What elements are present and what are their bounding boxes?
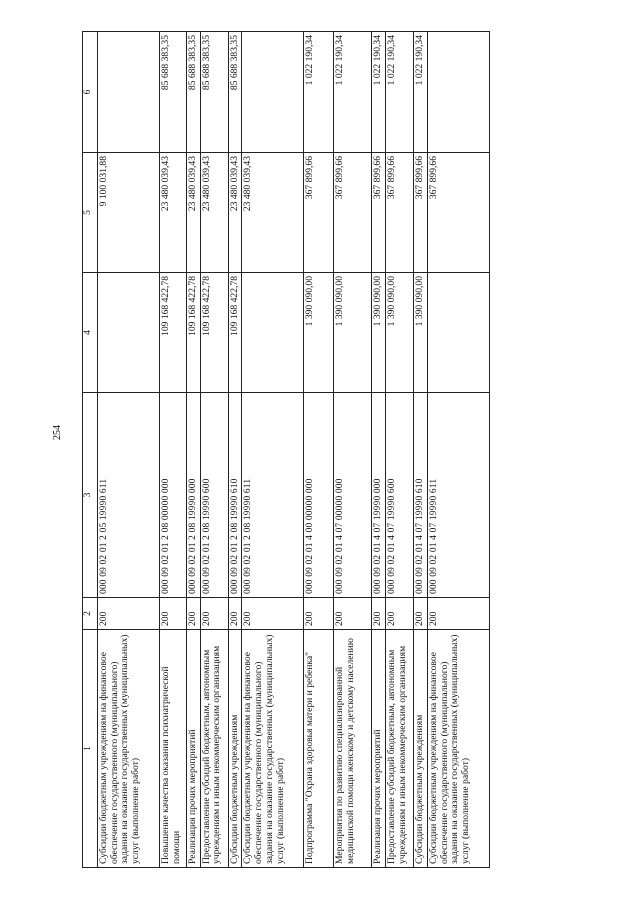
row-col4-value: 109 168 422,78 bbox=[160, 273, 187, 393]
row-col6-value: 1 022 190,34 bbox=[372, 32, 386, 153]
row-col6-value: 85 688 383,35 bbox=[228, 32, 242, 153]
row-budget-code: 000 09 02 01 2 05 19990 611 bbox=[98, 393, 160, 598]
row-budget-code: 000 09 02 01 2 08 19990 611 bbox=[242, 393, 304, 598]
row-name: Субсидии бюджетным учреждениям bbox=[228, 630, 242, 868]
row-col5-value: 23 480 039,43 bbox=[160, 153, 187, 273]
table-row bbox=[187, 32, 201, 868]
row-col6-value: 1 022 190,34 bbox=[386, 32, 414, 153]
row-budget-code: 000 09 02 01 4 07 19990 610 bbox=[414, 393, 428, 598]
row-name: Повышение качества оказания психиатрической помощи bbox=[160, 630, 187, 868]
row-name: Субсидии бюджетным учреждениям на финансовое обеспечение государственного (муниципального) задания на оказание государственных (муниципальных) услуг (выполнение работ) bbox=[242, 630, 304, 868]
row-code-admin: 200 bbox=[98, 598, 160, 630]
row-col4-value: 1 390 090,00 bbox=[334, 273, 372, 393]
row-col4-value: 109 168 422,78 bbox=[228, 273, 242, 393]
row-col4-value bbox=[427, 273, 489, 393]
row-name: Мероприятия по развитию специализированной медицинской помощи женскому и детскому населению bbox=[334, 630, 372, 868]
row-name: Субсидии бюджетным учреждениям на финансовое обеспечение государственного (муниципального) задания на оказание государственных (муниципальных) услуг (выполнение работ) bbox=[98, 630, 160, 868]
row-code-admin: 200 bbox=[200, 598, 228, 630]
row-col4-value: 1 390 090,00 bbox=[372, 273, 386, 393]
row-col6-value bbox=[98, 32, 160, 153]
table-row bbox=[98, 32, 160, 868]
row-col5-value: 23 480 039,43 bbox=[200, 153, 228, 273]
header-col-4: 4 bbox=[83, 273, 98, 393]
row-budget-code: 000 09 02 01 4 07 00000 000 bbox=[334, 393, 372, 598]
row-code-admin: 200 bbox=[414, 598, 428, 630]
row-col5-value: 23 480 039,43 bbox=[242, 153, 304, 273]
header-col-3: 3 bbox=[83, 393, 98, 598]
row-budget-code: 000 09 02 01 2 08 19990 600 bbox=[200, 393, 228, 598]
rotated-table-wrapper bbox=[82, 32, 601, 868]
row-code-admin: 200 bbox=[242, 598, 304, 630]
header-col-6: 6 bbox=[83, 32, 98, 153]
row-code-admin: 200 bbox=[160, 598, 187, 630]
table-row bbox=[304, 32, 334, 868]
row-code-admin: 200 bbox=[304, 598, 334, 630]
row-col6-value bbox=[427, 32, 489, 153]
row-col6-value: 85 688 383,35 bbox=[200, 32, 228, 153]
row-budget-code: 000 09 02 01 4 07 19990 000 bbox=[372, 393, 386, 598]
row-col4-value: 1 390 090,00 bbox=[414, 273, 428, 393]
row-budget-code: 000 09 02 01 2 08 19990 610 bbox=[228, 393, 242, 598]
row-name: Субсидии бюджетным учреждениям bbox=[414, 630, 428, 868]
row-name: Предоставление субсидий бюджетным, автономным учреждениям и иным некоммерческим организациям bbox=[386, 630, 414, 868]
row-budget-code: 000 09 02 01 4 07 19990 611 bbox=[427, 393, 489, 598]
table-row bbox=[200, 32, 228, 868]
row-col4-value: 109 168 422,78 bbox=[200, 273, 228, 393]
table-row bbox=[386, 32, 414, 868]
row-col6-value bbox=[242, 32, 304, 153]
header-col-5: 5 bbox=[83, 153, 98, 273]
row-col6-value: 1 022 190,34 bbox=[414, 32, 428, 153]
table-row bbox=[228, 32, 242, 868]
row-col5-value: 367 899,66 bbox=[334, 153, 372, 273]
row-name: Субсидии бюджетным учреждениям на финансовое обеспечение государственного (муниципального) задания на оказание государственных (муниципальных) услуг (выполнение работ) bbox=[427, 630, 489, 868]
row-code-admin: 200 bbox=[427, 598, 489, 630]
row-col6-value: 85 688 383,35 bbox=[187, 32, 201, 153]
header-col-1: 1 bbox=[83, 630, 98, 868]
row-col6-value: 85 688 383,35 bbox=[160, 32, 187, 153]
row-name: Подпрограмма "Охрана здоровья матери и ребенка" bbox=[304, 630, 334, 868]
header-col-2: 2 bbox=[83, 598, 98, 630]
row-name: Реализация прочих мероприятий bbox=[187, 630, 201, 868]
row-col5-value: 367 899,66 bbox=[386, 153, 414, 273]
row-budget-code: 000 09 02 01 4 07 19990 600 bbox=[386, 393, 414, 598]
table-row bbox=[427, 32, 489, 868]
budget-table bbox=[82, 31, 490, 868]
row-name: Реализация прочих мероприятий bbox=[372, 630, 386, 868]
row-col5-value: 367 899,66 bbox=[427, 153, 489, 273]
row-budget-code: 000 09 02 01 4 00 00000 000 bbox=[304, 393, 334, 598]
row-code-admin: 200 bbox=[334, 598, 372, 630]
row-col4-value: 1 390 090,00 bbox=[386, 273, 414, 393]
row-col5-value: 9 100 031,88 bbox=[98, 153, 160, 273]
row-col4-value: 109 168 422,78 bbox=[187, 273, 201, 393]
row-col4-value: 1 390 090,00 bbox=[304, 273, 334, 393]
header-row bbox=[83, 32, 98, 868]
row-col5-value: 23 480 039,43 bbox=[228, 153, 242, 273]
row-budget-code: 000 09 02 01 2 08 19990 000 bbox=[187, 393, 201, 598]
row-code-admin: 200 bbox=[228, 598, 242, 630]
table-row bbox=[334, 32, 372, 868]
table-row bbox=[242, 32, 304, 868]
row-code-admin: 200 bbox=[187, 598, 201, 630]
row-col5-value: 23 480 039,43 bbox=[187, 153, 201, 273]
row-budget-code: 000 09 02 01 2 08 00000 000 bbox=[160, 393, 187, 598]
row-col5-value: 367 899,66 bbox=[304, 153, 334, 273]
row-col6-value: 1 022 190,34 bbox=[304, 32, 334, 153]
row-col4-value bbox=[98, 273, 160, 393]
page-number: 254 bbox=[52, 425, 63, 440]
row-col5-value: 367 899,66 bbox=[414, 153, 428, 273]
row-name: Предоставление субсидий бюджетным, автономным учреждениям и иным некоммерческим организациям bbox=[200, 630, 228, 868]
table-row bbox=[372, 32, 386, 868]
row-col5-value: 367 899,66 bbox=[372, 153, 386, 273]
row-col6-value: 1 022 190,34 bbox=[334, 32, 372, 153]
row-code-admin: 200 bbox=[372, 598, 386, 630]
table-row bbox=[160, 32, 187, 868]
row-col4-value bbox=[242, 273, 304, 393]
table-row bbox=[414, 32, 428, 868]
row-code-admin: 200 bbox=[386, 598, 414, 630]
